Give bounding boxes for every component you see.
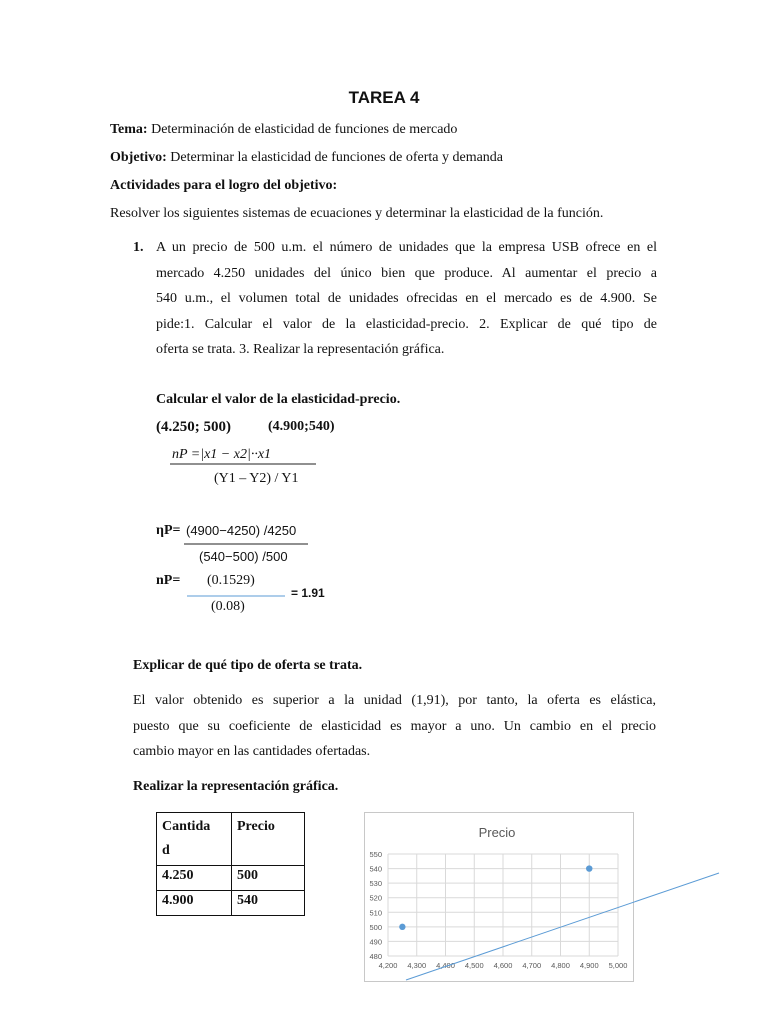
item-line-4: pide:1. Calcular el valor de la elasticidad-precio. 2. Explicar de qué tipo de — [156, 317, 657, 332]
actividades-heading: Actividades para el logro del objetivo: — [110, 178, 338, 193]
grafica-heading: Realizar la representación gráfica. — [133, 779, 339, 794]
expl-line-2: puesto que su coeficiente de elasticidad es mayor a uno. Un cambio en el precio — [133, 719, 656, 734]
np-label: nP= — [156, 573, 181, 588]
objetivo-text: Determinar la elasticidad de funciones de oferta y demanda — [170, 150, 504, 165]
tema-text: Determinación de elasticidad de funciones de mercado — [151, 122, 458, 137]
item-line-5: oferta se trata. 3. Realizar la representación gráfica. — [156, 342, 445, 357]
item-line-2: mercado 4.250 unidades del único bien que produce. Al aumentar el precio a — [156, 266, 657, 281]
tema-label: Tema: — [110, 122, 148, 137]
instruction-text: Resolver los siguientes sistemas de ecuaciones y determinar la elasticidad de la función. — [110, 206, 604, 221]
header-precio: Precio — [232, 813, 305, 866]
point-1: (4.250; 500) — [156, 419, 231, 435]
y-tick-label: 550 — [369, 850, 382, 859]
x-tick-label: 4,400 — [436, 961, 455, 970]
y-tick-label: 500 — [369, 922, 382, 932]
item-number: 1. — [133, 240, 144, 255]
objetivo-label: Objetivo: — [110, 150, 167, 165]
page-title: TAREA 4 — [348, 88, 420, 107]
x-tick-label: 4,200 — [378, 961, 398, 970]
header-cantidad-line1: Cantida — [162, 819, 211, 834]
item-line-1: A un precio de 500 u.m. el número de unidades que la empresa USB ofrece en el — [156, 240, 657, 255]
x-tick-label: 4,500 — [464, 961, 484, 970]
y-tick-label: 510 — [369, 908, 382, 918]
x-tick-label: 4,700 — [522, 961, 542, 970]
table-cell: 4.900 — [157, 891, 232, 916]
data-point — [586, 865, 592, 871]
x-tick-label: 4,800 — [551, 961, 570, 970]
data-point — [399, 924, 405, 930]
chart-title: Precio — [478, 825, 516, 840]
formula-top: nP =|x1 − x2|∙∙x1 — [172, 447, 272, 462]
y-tick-label: 480 — [369, 952, 382, 961]
header-cantidad-line2: d — [162, 843, 170, 858]
formula-bottom: (Y1 – Y2) / Y1 — [214, 471, 299, 486]
eta-numerator: (4900−4250) /4250 — [186, 523, 297, 538]
y-tick-label: 540 — [369, 864, 382, 874]
np-denominator: (0.08) — [211, 599, 245, 614]
calc-heading: Calcular el valor de la elasticidad-precio. — [156, 392, 401, 407]
y-tick-label: 490 — [369, 937, 382, 947]
expl-line-1: El valor obtenido es superior a la unidad (1,91), por tanto, la oferta es elástica, — [133, 693, 656, 708]
expl-line-3: cambio mayor en las cantidades ofertadas. — [133, 744, 371, 759]
np-result: = 1.91 — [291, 586, 325, 600]
table-cell: 500 — [232, 866, 305, 891]
x-tick-label: 4,900 — [579, 961, 599, 970]
table-cell: 540 — [232, 891, 305, 916]
item-line-3: 540 u.m., el volumen total de unidades ofrecidas en el mercado es de 4.900. Se — [156, 291, 657, 306]
x-tick-label: 4,600 — [493, 961, 513, 970]
eta-label: ηP= — [156, 523, 181, 538]
explicar-heading: Explicar de qué tipo de oferta se trata. — [133, 658, 363, 673]
x-tick-label: 5,000 — [608, 961, 628, 970]
eta-denominator: (540−500) /500 — [199, 549, 288, 564]
np-numerator: (0.1529) — [207, 573, 255, 588]
table-cell: 4.250 — [157, 866, 232, 891]
x-tick-label: 4,300 — [407, 961, 427, 970]
point-2: (4.900;540) — [268, 419, 335, 434]
y-tick-label: 520 — [369, 893, 382, 903]
y-tick-label: 530 — [369, 879, 382, 889]
